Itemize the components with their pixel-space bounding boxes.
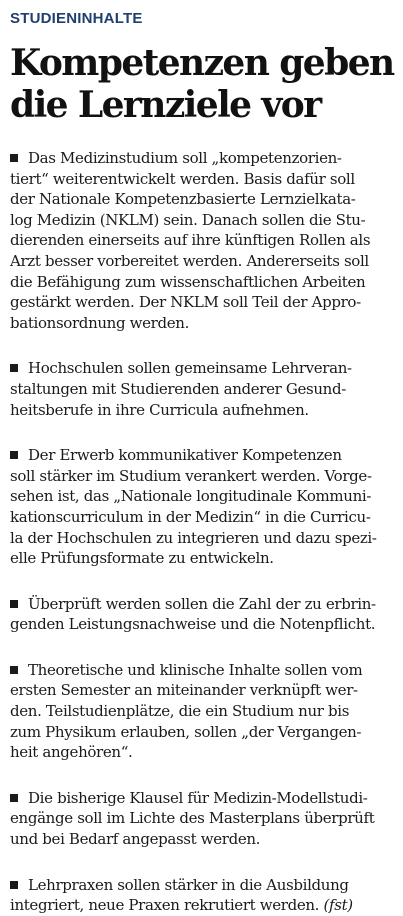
list-item <box>10 788 392 850</box>
square-bullet-icon <box>10 794 18 802</box>
item-text: Lehrpraxen sollen stärker in die Ausbildung <box>28 875 349 894</box>
item-line: heitsberufe in ihre Curricula aufnehmen. <box>10 400 309 419</box>
item-text: Theoretische und klinische Inhalte sollen vom <box>28 660 363 679</box>
author-initials: (fst) <box>323 896 353 915</box>
item-line: die Befähigung zum wissenschaftlichen Arbeiten <box>10 272 366 291</box>
item-line: tiert“ weiterentwickelt werden. Basis dafür soll <box>10 169 355 188</box>
item-text: Der Erwerb kommunikativer Kompetenzen <box>28 446 342 465</box>
headline-line: die Lernziele vor <box>10 84 321 126</box>
item-line: kationscurriculum in der Medizin“ in die Curricu- <box>10 507 371 526</box>
item-line: sehen ist, das „Nationale longitudinale Kommuni- <box>10 487 372 506</box>
item-line: log Medizin (NKLM) sein. Danach sollen die Stu- <box>10 210 366 229</box>
item-text: Überprüft werden sollen die Zahl der zu erbrin- <box>28 594 376 613</box>
item-line <box>10 660 392 681</box>
item-line <box>10 875 392 896</box>
square-bullet-icon <box>10 881 18 889</box>
list-item <box>10 148 392 333</box>
list-item <box>10 594 392 635</box>
item-line: und bei Bedarf angepasst werden. <box>10 830 261 849</box>
list-item <box>10 445 392 569</box>
square-bullet-icon <box>10 600 18 608</box>
item-line: engänge soll im Lichte des Masterplans überprüft <box>10 809 375 828</box>
item-text: Hochschulen sollen gemeinsame Lehrveran- <box>28 359 352 378</box>
item-text: integriert, neue Praxen rekrutiert werden. <box>10 896 320 915</box>
list-item <box>10 358 392 420</box>
item-line: la der Hochschulen zu integrieren und dazu spezi- <box>10 528 377 547</box>
headline-line: Kompetenzen geben <box>10 42 394 84</box>
item-line <box>10 445 392 466</box>
item-line <box>10 895 392 916</box>
bullet-list <box>10 148 392 916</box>
item-line: der Nationale Kompetenzbasierte Lernzielkata- <box>10 190 356 209</box>
item-line: dierenden einerseits auf ihre künftigen Rollen als <box>10 231 371 250</box>
item-line <box>10 594 392 615</box>
square-bullet-icon <box>10 451 18 459</box>
item-line: staltungen mit Studierenden anderer Gesund- <box>10 379 346 398</box>
headline <box>10 42 400 126</box>
square-bullet-icon <box>10 666 18 674</box>
item-line: bationsordnung werden. <box>10 313 190 332</box>
item-line <box>10 788 392 809</box>
item-line: den. Teilstudienplätze, die ein Studium nur bis <box>10 702 350 721</box>
list-item <box>10 660 392 763</box>
square-bullet-icon <box>10 154 18 162</box>
item-line: zum Physikum erlauben, sollen „der Vergangen- <box>10 722 362 741</box>
item-line <box>10 148 392 169</box>
item-line <box>10 358 392 379</box>
item-line: heit angehören“. <box>10 743 133 762</box>
item-line: Arzt besser vorbereitet werden. Andererseits soll <box>10 251 369 270</box>
item-line: soll stärker im Studium verankert werden. Vorge- <box>10 466 372 485</box>
item-text: Das Medizinstudium soll „kompetenzorien- <box>28 149 342 167</box>
section-kicker: STUDIENINHALTE <box>10 10 143 27</box>
item-line: genden Leistungsnachweise und die Notenpflicht. <box>10 615 376 634</box>
square-bullet-icon <box>10 364 18 372</box>
item-line: elle Prüfungsformate zu entwickeln. <box>10 549 274 568</box>
item-line: ersten Semester an miteinander verknüpft wer- <box>10 681 358 700</box>
item-text: Die bisherige Klausel für Medizin-Modellstudi- <box>28 788 368 807</box>
item-line: gestärkt werden. Der NKLM soll Teil der Appro- <box>10 293 361 312</box>
